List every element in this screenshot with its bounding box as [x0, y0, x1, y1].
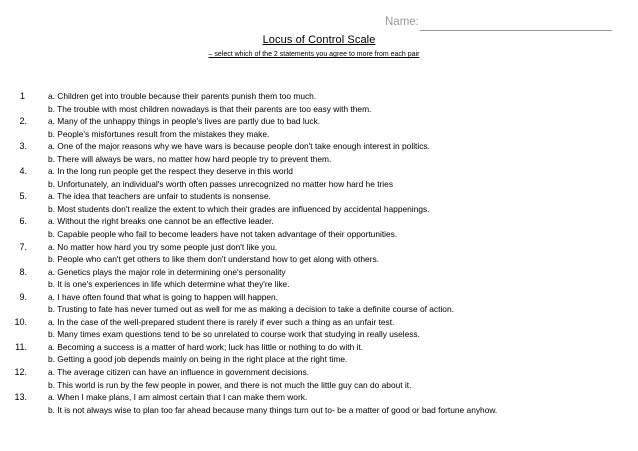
list-item	[0, 90, 638, 115]
statement-b: b. People's misfortunes result from the mistakes they make.	[48, 128, 270, 139]
statement-a: a. One of the major reasons why we have wars is because people don't take enough interest in politics.	[48, 141, 430, 152]
item-number: 1	[20, 91, 26, 101]
statement-a: a. In the long run people get the respect they deserve in this world	[48, 166, 293, 177]
statement-a: a. When I make plans, I am almost certain that I can make them work.	[48, 392, 308, 403]
page-subtitle: – select which of the 2 statements you agree to more from each pair	[208, 51, 420, 58]
item-number: 3.	[19, 141, 27, 152]
item-number: 13.	[14, 392, 27, 403]
name-label: Name:	[385, 16, 419, 28]
item-number: 10.	[14, 316, 27, 327]
statement-a: a. Many of the unhappy things in people's lives are partly due to bad luck.	[48, 116, 321, 127]
statement-a: a. The idea that teachers are unfair to students is nonsense.	[48, 191, 271, 202]
statement-b: b. It is one's experiences in life which determine what they're like.	[48, 279, 290, 290]
statement-b: b. This world is run by the few people in power, and there is not much the little guy can do about it.	[48, 379, 412, 390]
item-number: 4.	[19, 166, 27, 177]
item-number: 7.	[19, 241, 27, 252]
statement-b: b. Most students don't realize the extent to which their grades are influenced by accidental happenings.	[48, 203, 430, 214]
list-item	[0, 115, 638, 140]
statement-a: a. Without the right breaks one cannot be an effective leader.	[48, 216, 274, 227]
statement-a: a. Becoming a success is a matter of hard work; luck has little or nothing to do with it.	[48, 341, 364, 352]
item-number: 5.	[19, 191, 27, 202]
statement-b: b. People who can't get others to like them don't understand how to get along with others.	[48, 254, 379, 265]
list-item	[0, 391, 638, 416]
list-item	[0, 341, 638, 366]
item-number: 9.	[19, 291, 27, 302]
statement-b: b. It is not always wise to plan too far ahead because many things turn out to- be a matter of good or bad fortune anyhow.	[48, 404, 498, 415]
statement-a: a. The average citizen can have an influence in government decisions.	[48, 367, 310, 378]
statement-a: a. I have often found that what is going to happen will happen.	[48, 291, 279, 302]
statement-a: a. Children get into trouble because their parents punish them too much.	[48, 91, 317, 101]
statement-b: b. Unfortunately, an individual's worth often passes unrecognized no matter how hard he tries	[48, 178, 394, 189]
statement-b: b. Getting a good job depends mainly on being in the right place at the right time.	[48, 354, 348, 365]
list-item	[0, 165, 638, 190]
statement-b: b. The trouble with most children nowadays is that their parents are too easy with them.	[48, 103, 372, 114]
list-item	[0, 316, 638, 341]
statement-b: b. Capable people who fail to become leaders have not taken advantage of their opportunities.	[48, 228, 398, 239]
list-item	[0, 291, 638, 316]
list-item	[0, 140, 638, 165]
item-number: 2.	[19, 116, 27, 127]
statement-a: a. In the case of the well-prepared student there is rarely if ever such a thing as an unfair test.	[48, 316, 395, 327]
list-item	[0, 215, 638, 240]
page-title: Locus of Control Scale	[262, 34, 376, 46]
list-item	[0, 266, 638, 291]
item-number: 8.	[19, 266, 27, 277]
statement-a: a. Genetics plays the major role in determining one's personality	[48, 266, 286, 277]
statement-list	[0, 90, 638, 416]
statement-a: a. No matter how hard you try some people just don't like you.	[48, 241, 278, 252]
list-item	[0, 190, 638, 215]
statement-b: b. Trusting to fate has never turned out as well for me as making a decision to take a definite course of action.	[48, 304, 454, 315]
list-item	[0, 241, 638, 266]
name-line	[420, 30, 612, 31]
statement-b: b. Many times exam questions tend to be so unrelated to course work that studying in really useless.	[48, 329, 420, 340]
item-number: 11.	[15, 341, 27, 352]
item-number: 12.	[14, 367, 27, 378]
statement-b: b. There will always be wars, no matter how hard people try to prevent them.	[48, 153, 332, 164]
item-number: 6.	[19, 216, 27, 227]
list-item	[0, 366, 638, 391]
